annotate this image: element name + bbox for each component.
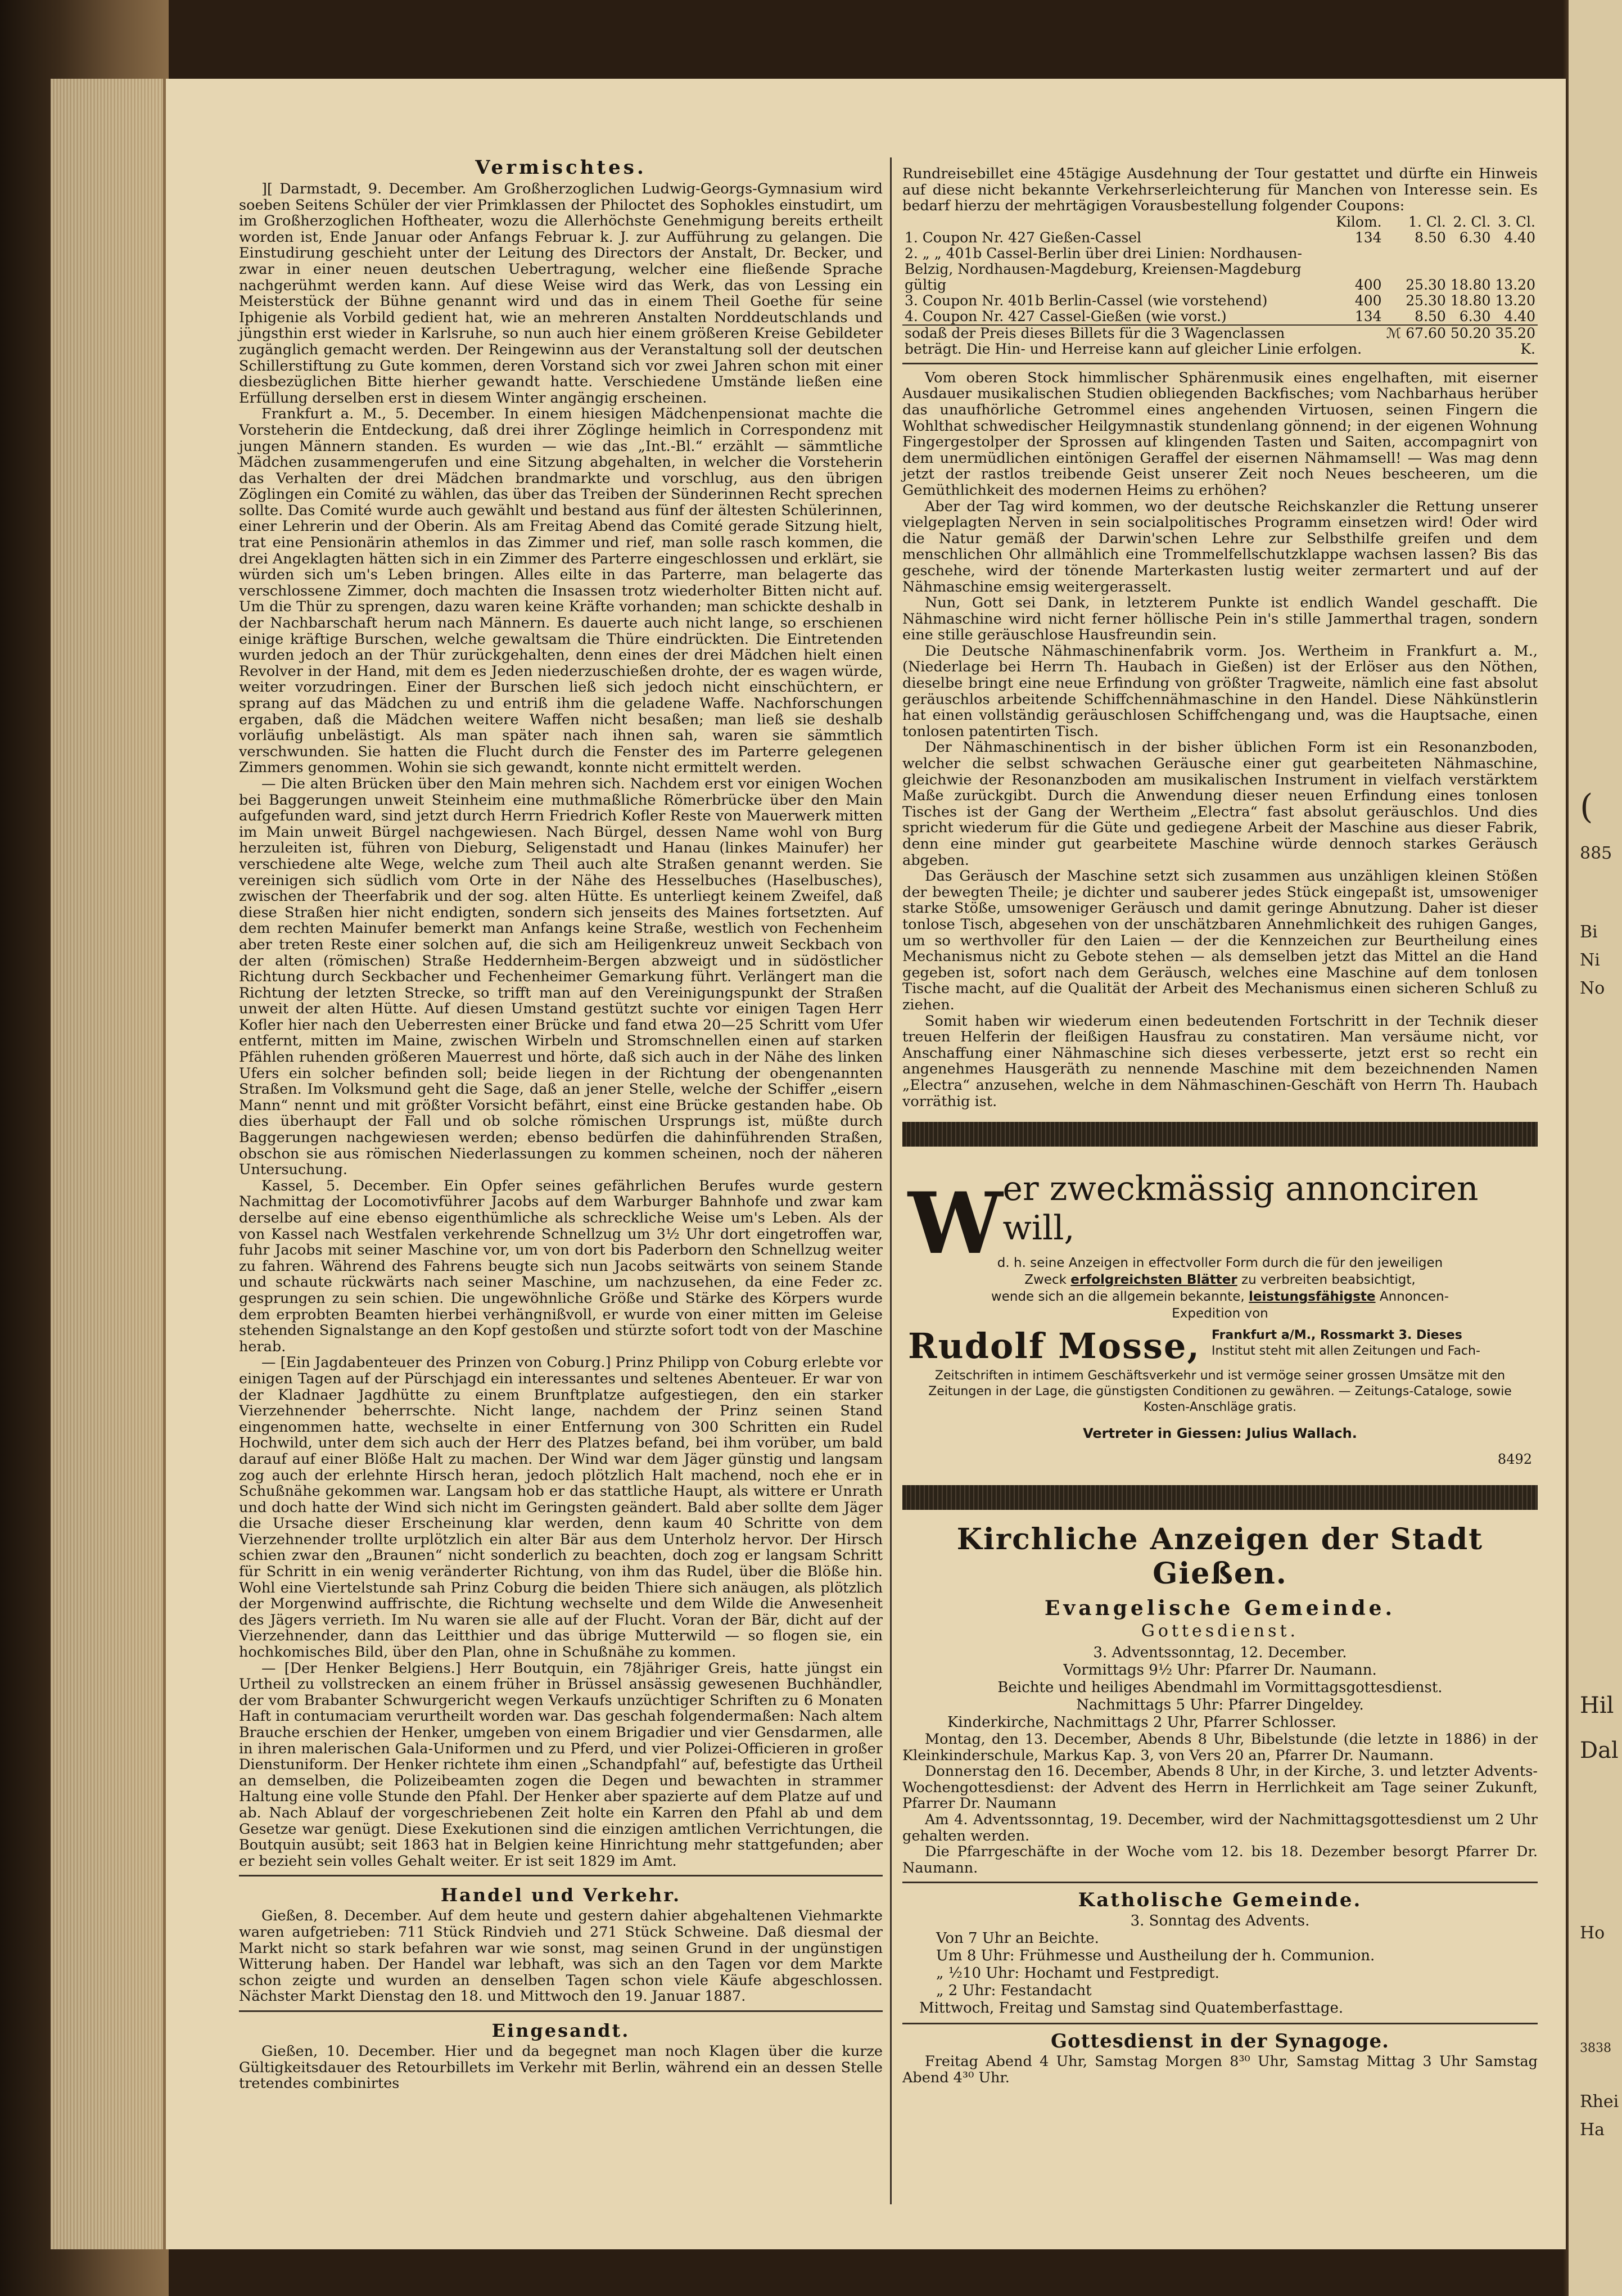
service-line: 3. Adventssonntag, 12. December. — [1093, 1644, 1347, 1662]
coupon-km: 134 — [1354, 229, 1382, 246]
service-heading: Gottesdienst. — [1141, 1621, 1299, 1641]
left-column — [239, 79, 883, 2092]
fragment-text: ( — [1580, 787, 1593, 827]
coupon-label: 1. Coupon Nr. 427 Gießen-Cassel — [905, 229, 1142, 246]
ad-line: d. h. seine Anzeigen in effectvoller Form durch die für den jeweiligen — [997, 1256, 1443, 1271]
coupon-km: 400 — [1354, 292, 1382, 309]
service-paragraph: Am 4. Adventssonntag, 19. December, wird der Nachmittagsgottesdienst um 2 Uhr gehalten werden. — [902, 1811, 1538, 1844]
section-rule — [902, 363, 1538, 364]
coupon-price: 8.50 — [1415, 308, 1446, 324]
coupon-after-row — [902, 341, 1538, 357]
section-rule — [902, 1882, 1538, 1883]
ad-border-top — [902, 1122, 1538, 1147]
coupon-price: 4.40 — [1504, 229, 1535, 246]
page-edges — [51, 79, 163, 2249]
ad-text: Annoncen- — [1379, 1289, 1449, 1305]
coupon-price: 8.50 — [1415, 229, 1446, 246]
ad-text: Institut steht mit allen Zeitungen und Fach- — [1211, 1344, 1480, 1359]
section-rule — [902, 2023, 1538, 2024]
coupon-total-label: sodaß der Preis dieses Billets für die 3 Wagenclassen — [902, 325, 1334, 341]
article-frankfurt: Frankfurt a. M., 5. December. In einem hiesigen Mädchenpensionat machte die Vorsteherin die Entdeckung, daß drei ihrer Zöglinge heimlich in Correspondenz mit jungen Männern standen. Es wurden — wie das „Int.-Bl.“ erzählt — sämmtliche Mädchen zusammengerufen und eine Sitzung abgehalten, in welcher die Vorsteherin das Verhalten der drei Mädchen brandmarkte und vorschlug, aus den übrigen Zöglingen ein Comité zu wählen, das über das Treiben der Sünderinnen Recht sprechen sollte. Das Comité wurde auch gewählt und bestand aus fünf der ältesten Schülerinnen, einer Lehrerin und der Oberin. Als am Freitag Abend das Comité gerade Sitzung hielt, trat eine Pensionärin athemlos in das Zimmer und rief, man solle rasch kommen, die drei Angeklagten hätten sich in ein Zimmer des Parterre eingeschlossen und erklärt, sie würden sich um's Leben bringen. Alles eilte in das Parterre, man belagerte das verschlossene Zimmer, doch machten die Insassen trotz wiederholter Bitten nicht auf. Um die Thür zu sprengen, dazu waren keine Kräfte vorhanden; man schickte deshalb in der Nachbarschaft herum nach Männern. Es dauerte auch nicht lange, so erschienen einige kräftige Burschen, welche gewaltsam die Thüre eindrückten. Die Eintretenden wurden jedoch an der Thür zurückgehalten, denn eines der drei Mädchen hielt einen Revolver in der Hand, mit dem es Jeden niederzuschießen drohte, der es wagen würde, weiter vorzudringen. Einer der Burschen ließ sich jedoch nicht einschüchtern, er sprang auf das Mädchen zu und entriß ihm die geladene Waffe. Nachforschungen ergaben, daß die Mädchen weitere Waffen nicht besaßen; man ließ sie deshalb vorläufig unbelästigt. Als man später nach ihnen sah, waren sie sämmtlich verschwunden. Sie hatten die Flucht durch die Fenster des im Parterre gelegenen Zimmers genommen. Wohin sie sich gewandt, konnte nicht ermittelt werden. — [239, 405, 883, 777]
fragment-text: 885 — [1580, 843, 1612, 863]
service-line: Beichte und heiliges Abendmahl im Vormittagsgottesdienst. — [997, 1679, 1443, 1697]
synagogue-title: Gottesdienst in der Synagoge. — [1050, 2030, 1389, 2053]
service-paragraph: Montag, den 13. December, Abends 8 Uhr, Bibelstunde (die letzte in 1886) in der Kleinkinderschule, Markus Kap. 3, von Vers 20 an, Pfarrer Dr. Naumann. — [902, 1731, 1538, 1764]
coupon-row — [902, 246, 1538, 293]
service-line: Nachmittags 5 Uhr: Pfarrer Dingeldey. — [1076, 1697, 1364, 1714]
fragment-text: Ho — [1580, 1923, 1605, 1943]
coupon-header: Kilom. — [1336, 213, 1382, 230]
coupon-price: 13.20 — [1495, 292, 1535, 309]
service-heading: 3. Sonntag des Advents. — [1130, 1912, 1310, 1930]
service-line: Mittwoch, Freitag und Samstag sind Quatemberfasttage. — [919, 2000, 1344, 2017]
article-naehmaschine: Nun, Gott sei Dank, in letzterem Punkte ist endlich Wandel geschafft. Die Nähmaschine wird nicht ferner höllische Pein in's stille Jammerthal tragen, sondern eine stille geräuschlose Hausfreundin sein. — [902, 594, 1538, 644]
article-eingesandt: Gießen, 10. December. Hier und da begegnet man noch Klagen über die kurze Gültigkeitsdauer des Retourbillets im Verkehr mit Berlin, während ein an dessen Stelle tretendes combinirtes — [239, 2042, 883, 2092]
ad-line — [908, 1288, 1532, 1305]
coupon-label: 3. Coupon Nr. 401b Berlin-Cassel (wie vorstehend) — [905, 292, 1268, 309]
article-coburg-hunt: — [Ein Jagdabenteuer des Prinzen von Coburg.] Prinz Philipp von Coburg erlebte vor einigen Tagen auf der Pürschjagd ein interessantes und seltenes Abenteuer. Er war von der Kladnaer Jagdhütte zu einem Brunftplatze aufgestiegen, den ein starker Vierzehnender beherrschte. Nicht lange, nachdem der Prinz seinen Stand eingenommen hatte, wechselte in einer Entfernung von 300 Schritten ein Rudel Hochwild, unter dem sich auch der Herr des Platzes befand, bei ihm vorüber, um bald darauf auf einer Blöße Halt zu machen. Der Wind war dem Jäger günstig und langsam zog auch der erlehnte Hirsch heran, jedoch plötzlich Halt machend, noch ehe er in Schußnähe gekommen war. Langsam hob er das stattliche Haupt, als wittere er Unrath und doch hatte der Wind sich nicht im Geringsten geändert. Bald aber sollte dem Jäger die Ursache dieser Erscheinung klar werden, denn kaum 40 Schritte von dem Vierzehnender trollte urplötzlich ein alter Bär aus dem Unterholz hervor. Der Hirsch schien zwar den „Braunen“ nicht sonderlich zu beachten, doch zog er langsam Schritt für Schritt in ein wenig veränderter Richtung, von ihm das Rudel, über die Blöße hin. Wohl eine Viertelstunde sah Prinz Coburg die beiden Thiere sich anäugen, als plötzlich der Morgenwind auffrischte, die Richtung wechselte und dem Wilde die Anwesenheit des Jägers verrieth. Im Nu waren sie alle auf der Flucht. Voran der Bär, dicht auf der Vierzehnender, dann das Leitthier und das übrige Mutterwild — so flogen sie, ein hochkomisches Bild, über den Plan, ohne in Schußnähe zu kommen. — [239, 1354, 883, 1661]
coupon-label: 4. Coupon Nr. 427 Cassel-Gießen (wie vorst.) — [905, 308, 1227, 324]
ad-emphasis: leistungsfähigste — [1249, 1289, 1376, 1305]
article-viehmarkt: Gießen, 8. December. Auf dem heute und gestern dahier abgehaltenen Viehmarkte waren aufgetrieben: 711 Stück Rindvieh und 271 Stück Schweine. Daß diesmal der Markt nicht so stark befahren war wie sonst, mag seinen Grund in der ungünstigen Witterung haben. Der Handel war lebhaft, was sich an den Tagen vor dem Markte schon zeigte und wurden an denselben Tagen schon viele Käufe abgeschlossen. Nächster Markt Dienstag den 18. und Mittwoch den 19. Januar 1887. — [239, 1907, 883, 2005]
section-title-vermischtes: Vermischtes. — [475, 156, 647, 179]
article-naehmaschine: Das Geräusch der Maschine setzt sich zusammen aus unzähligen kleinen Stößen der bewegten Theile; je dichter und sauberer jedes Stück eingepaßt ist, umsoweniger starke Stöße, umsoweniger Geräusch und damit geringe Abnutzung. Daher ist dieser tonlose Tisch, abgesehen von der unschätzbaren Annehmlichkeit des ruhigen Ganges, um so werthvoller für den Laien — der die Kennzeichen zur Beurtheilung eines Mechanismus nicht zu Gebote stehen — als demselben jetzt das Mittel an die Hand gegeben ist, sofort nach dem Geräusch, welches eine Maschine auf dem tonlosen Tische macht, auf die Qualität der Arbeit des Mechanismus einen sicheren Schluß zu ziehen. — [902, 868, 1538, 1013]
ad-address-block — [1212, 1328, 1480, 1359]
fragment-text: No — [1580, 978, 1605, 998]
coupon-price: 4.40 — [1504, 308, 1535, 324]
ad-mosse-row — [908, 1325, 1532, 1367]
coupon-table — [902, 214, 1538, 357]
coupon-km: 400 — [1354, 276, 1382, 293]
coupon-row — [902, 293, 1538, 309]
ad-line: Expedition von — [1172, 1306, 1268, 1321]
coupon-km: 134 — [1354, 308, 1382, 324]
article-kassel: Kassel, 5. December. Ein Opfer seines gefährlichen Berufes wurde gestern Nachmittag der Locomotivführer Jacobs auf dem Warburger Bahnhofe und zwar kam derselbe auf eine ebenso eigenthümliche als schreckliche Weise um's Leben. Als der von Kassel nach Westfalen verkehrende Schnellzug um 3½ Uhr dort eingetroffen war, fuhr Jacobs mit seiner Maschine vor, um von dort bis Paderborn den Schnellzug weiter zu fahren. Während des Fahrens beugte sich nun Jacobs seitwärts von seinem Stande und schaute rückwärts nach seiner Maschine, um nachzusehen, da eine Feder zc. gesprungen zu sein schien. Die ungewöhnliche Größe und Stärke des Körpers wurde dem erprobten Beamten hierbei verhängnißvoll, er wurde von einer mitten im Geleise stehenden Signalstange an den Kopf gestoßen und stürzte sofort todt von der Maschine herab. — [239, 1177, 883, 1355]
article-naehmaschine: Somit haben wir wiederum einen bedeutenden Fortschritt in der Technik dieser treuen Helferin der fleißigen Hausfrau zu constatiren. Man versäume nicht, vor Anschaffung einer Nähmaschine sich dieses verbesserte, jetzt erst so recht ein angenehmes Hausgeräth zu nennende Maschine mit dem bezeichnenden Namen „Electra“ anzusehen, welche in dem Nähmaschinen-Geschäft von Herrn Th. Haubach vorräthig ist. — [902, 1012, 1538, 1110]
article-naehmaschine: Vom oberen Stock himmlischer Sphärenmusik eines engelhaften, mit eiserner Ausdauer musikalischen Studien obliegenden Backfisches; vom Nachbarhaus herüber das unaufhörliche Getrommel eines angehenden Virtuosen, seinen Fingern die Wohlthat schwedischer Heilgymnastik stundenlang gönnend; in der eigenen Wohnung Fingergestolper der Sprossen auf klingenden Tasten und Saiten, accompagnirt von dem unermüdlichen eintönigen Geraffel der eisernen Nähmamsell! — Was mag denn jetzt der rastlos treibende Geist unserer Zeit noch Neues bescheeren, um die Gemüthlichkeit des modernen Heims zu erhöhen? — [902, 369, 1538, 499]
coupon-price: 18.80 — [1450, 276, 1491, 293]
coupon-total-row — [902, 325, 1538, 341]
fragment-text: 3838 — [1580, 2041, 1611, 2055]
service-paragraph: Donnerstag den 16. December, Abends 8 Uhr, in der Kirche, 3. und letzter Advents-Wochengottesdienst: der Advent des Herrn in Herrlichkeit am Tage seiner Zukunft, Pfarrer Dr. Naumann — [902, 1763, 1538, 1812]
advertisement-mosse — [902, 1159, 1538, 1473]
fragment-text: Bi — [1580, 922, 1598, 942]
catholic-parish-title: Katholische Gemeinde. — [1078, 1889, 1362, 1912]
ad-text: wende sich an die allgemein bekannte, — [991, 1289, 1245, 1305]
ad-representative: Vertreter in Giessen: Julius Wallach. — [1083, 1426, 1357, 1442]
service-line: Von 7 Uhr an Beichte. — [936, 1930, 1099, 1947]
article-naehmaschine: Der Nähmaschinentisch in der bisher üblichen Form ist ein Resonanzboden, welcher die selbst schwachen Geräusche einer gut gearbeiteten Nähmaschine, gleichwie der Resonanzboden am musikalischen Instrument in vielfach verstärktem Maße zurückgibt. Durch die Anwendung dieser neuen Erfindung eines tonlosen Tisches ist der Gang der Wertheim „Electra“ fast absolut geräuschlos. Und dies spricht wiederum für die Güte und gediegene Arbeit der Maschine aus dieser Fabrik, denn eine minder gut gearbeitete Maschine würde dennoch starkes Geräusch abgeben. — [902, 739, 1538, 869]
ad-initial: W — [908, 1174, 1003, 1274]
ad-company-name: Rudolf Mosse, — [908, 1325, 1200, 1367]
article-naehmaschine: Die Deutsche Nähmaschinenfabrik vorm. Jos. Wertheim in Frankfurt a. M., (Niederlage bei Herrn Th. Haubach in Gießen) ist der Erlöser aus den Nöthen, dieselbe bringt eine neue Erfindung von größter Tragweite, nämlich eine fast absolut geräuschlos arbeitende Schiffchennähmaschine in den Handel. Diese Nähkünstlerin hat einen vollständig geräuschlosen Schiffchengang und, was die Hauptsache, einen tonlosen patentirten Tisch. — [902, 642, 1538, 740]
article-darmstadt: ][ Darmstadt, 9. December. Am Großherzoglichen Ludwig-Georgs-Gymnasium wird soeben Seitens Schüler der vier Primklassen der Philoctet des Sophokles einstudirt, um im Großherzoglichen Hoftheater, wozu die Allerhöchste Genehmigung bereits ertheilt worden ist, Ende Januar oder Anfangs Februar k. J. zur Aufführung zu gelangen. Die Einstudirung geschieht unter der Leitung des Directors der Anstalt, Dr. Becker, und zwar in einer neuen deutschen Uebertragung, welcher eine fließende Sprache nachgerühmt werden kann. Auf diese Weise wird das Werk, das von Lessing ein Meisterstück der Bühne genannt wird und das in einem Theil Goethe für seine Iphigenie als Vorbild gedient hat, wie an mehreren Anstalten Norddeutschlands und jüngsthin erst wieder in Karlsruhe, so nun auch hier einem größeren Kreise Gebildeter zugänglich gemacht werden. Der Reingewinn aus der Veranstaltung soll der deutschen Schillerstiftung zu Gute kommen, deren Vorstand sich vor zwei Jahren schon mit einer diesbezüglichen Bitte hierher gewandt hatte. Verschiedene Umstände ließen eine Erfüllung derselben erst in diesem Winter angängig erscheinen. — [239, 181, 883, 407]
section-rule — [239, 2010, 883, 2012]
coupon-after-text: beträgt. Die Hin- und Herreise kann auf gleicher Linie erfolgen. — [905, 340, 1362, 357]
article-main-bridges: — Die alten Brücken über den Main mehren sich. Nachdem erst vor einigen Wochen bei Baggerungen unweit Steinheim eine muthmaßliche Römerbrücke über den Main aufgefunden ward, sind jetzt durch Herrn Friedrich Kofler Reste von Mauerwerk mitten im Main unweit Bürgel nachgewiesen. Nach Bürgel, dessen Name wohl von Burg herzuleiten ist, führen von Dieburg, Seligenstadt und Hanau (linkes Mainufer) her verschiedene alte Wege, welche zum Theil auch alte Straßen genannt werden. Sie vereinigen sich südlich vom Orte in der Nähe des Hesselbuches (Haselbusches), zwischen der Theerfabrik und der sog. alten Hütte. Es unterliegt keinem Zweifel, daß diese Straßen hier nicht endigten, sondern sich jenseits des Maines fortsetzten. Auf dem rechten Mainufer bemerkt man Anfangs keine Straße, westlich von Fechenheim aber treten Reste einer solchen auf, die sich am Heiligenkreuz unweit Seckbach von der alten (römischen) Straße Heddernheim-Bergen abzweigt und in südöstlicher Richtung durch Seckbacher und Fechenheimer Gemarkung führt. Verlängert man die Richtung der letzten Strecke, so trifft man auf den Vereinigungspunkt der Straßen unweit der alten Hütte. Auf diesen Umstand gestützt suchte vor einigen Tagen Herr Kofler hier nach den Ueberresten einer Brücke und fand etwa 20—25 Schritt vom Ufer entfernt, mitten im Maine, zwischen Wirbeln und Stromschnellen einen auf starken Pfählen ruhenden größeren Mauerrest und hörte, daß sich auch in der Nähe des linken Ufers ein solcher befinden soll; beide liegen in der Richtung der obengenannten Straßen. Im Volksmund geht die Sage, daß an jener Stelle, welche der Schiffer „eisern Mann“ nennt und mit größter Vorsicht befährt, einst eine Brücke gestanden habe. Ob dies überhaupt der Fall und ob solche römischen Ursprungs ist, müßte durch Baggerungen nachgewiesen werden; ebenso bedürfen die dahinführenden Straßen, obschon sie aus römischen Niederlassungen zu kommen scheinen, noch der näheren Untersuchung. — [239, 775, 883, 1179]
ad-text: Zweck — [1024, 1273, 1067, 1288]
service-line: Um 8 Uhr: Frühmesse und Austheilung der h. Communion. — [936, 1947, 1375, 1965]
ad-body: Zeitschriften in intimem Geschäftsverkehr und ist vermöge seiner grossen Umsätze mit den Zeitungen in der Lage, die günstigsten Conditionen zu gewähren. — Zeitungs-Cataloge, sowie Kosten-Anschläge gratis. — [928, 1369, 1512, 1415]
coupon-header: 3. Cl. — [1498, 213, 1535, 230]
coupon-header-row — [902, 214, 1538, 230]
service-line: „ 2 Uhr: Festandacht — [936, 1982, 1092, 2000]
coupon-row — [902, 230, 1538, 246]
ad-line — [908, 1271, 1532, 1288]
coupon-price: 25.30 — [1406, 292, 1446, 309]
ad-number: 8492 — [1497, 1451, 1532, 1468]
service-line: Kinderkirche, Nachmittags 2 Uhr, Pfarrer Schlosser. — [947, 1714, 1336, 1731]
column-divider — [890, 157, 892, 2204]
article-rundreise: Rundreisebillet eine 45tägige Ausdehnung der Tour gestattet und dürfte ein Hinweis auf diese nicht bekannte Verkehrserleichterung für Manchen von Interesse sein. Es bedarf hierzu der mehrtägigen Vorausbestellung folgender Coupons: — [902, 165, 1538, 215]
coupon-total-price: 50.20 — [1448, 325, 1493, 341]
coupon-header: 2. Cl. — [1453, 213, 1491, 230]
coupon-price: 25.30 — [1406, 276, 1446, 293]
section-rule — [239, 1875, 883, 1877]
article-henker-belgiens: — [Der Henker Belgiens.] Herr Boutquin, ein 78jähriger Greis, hatte jüngst ein Urtheil zu vollstrecken an einem früher in Brüssel ansässig gewesenen Buchhändler, der vom Brabanter Schwurgericht wegen Verkaufs unzüchtiger Schriften zu 6 Monaten Haft in contumaciam verurtheilt worden war. Das geschah folgendermaßen: Nach altem Brauche erschien der Henker, umgeben von einem Brigadier und vier Gensdarmen, alle in ihren malerischen Gala-Uniformen und zu Pferd, und vier Polizei-Officieren in großer Dienstuniform. Der Henker richtete ihm einen „Schandpfahl“ auf, befestigte das Urtheil an demselben, die Polizeibeamten zogen die Degen und bewachten in strammer Haltung eine volle Stunde den Pfahl. Der Henker aber spazierte auf dem Platze auf und ab. Nach Ablauf der vorgeschriebenen Zeit holte ein Karren den Pfahl ab und dem Gesetze war genügt. Diese Exekutionen sind die einzigen amtlichen Verrichtungen, die Boutquin ausübt; seit 1863 hat in Belgien keine Hinrichtung mehr stattgefunden; aber er bezieht sein volles Gehalt weiter. Er ist seit 1829 im Amt. — [239, 1659, 883, 1870]
coupon-total-price: 35.20 — [1493, 325, 1538, 341]
service-line: Vormittags 9½ Uhr: Pfarrer Dr. Naumann. — [1063, 1662, 1377, 1679]
coupon-row — [902, 309, 1538, 325]
coupon-header: 1. Cl. — [1408, 213, 1446, 230]
service-paragraph: Die Pfarrgeschäfte in der Woche vom 12. bis 18. Dezember besorgt Pfarrer Dr. Naumann. — [902, 1843, 1538, 1877]
fragment-text: Hil — [1580, 1693, 1614, 1718]
fragment-text: Ha — [1580, 2120, 1605, 2140]
coupon-label: 2. „ „ 401b Cassel-Berlin über drei Linien: Nordhausen-Belzig, Nordhausen-Magdeburg, Kreiensen-Magdeburg gültig — [905, 245, 1302, 293]
article-naehmaschine: Aber der Tag wird kommen, wo der deutsche Reichskanzler die Rettung unserer vielgeplagten Nerven in sein socialpolitisches Programm einsetzen wird! Oder wird die Natur gemäß der Darwin'schen Lehre zur Selbsthilfe greifen und dem menschlichen Ohr allmählich eine Trommelfellschutzklappe wachsen lassen? Bis das geschehe, wird der tönende Marterkasten lustig weiter zermartert und auf der Nähmaschine emsig weitergerasselt. — [902, 498, 1538, 596]
author-sign: K. — [1520, 340, 1535, 357]
section-title-handel: Handel und Verkehr. — [440, 1884, 681, 1906]
protestant-parish-title: Evangelische Gemeinde. — [1044, 1596, 1396, 1621]
adjacent-page-fragment — [1569, 0, 1622, 2296]
synagogue-times: Freitag Abend 4 Uhr, Samstag Morgen 8³⁰ Uhr, Samstag Mittag 3 Uhr Samstag Abend 4³⁰ Uhr. — [902, 2053, 1538, 2087]
right-column — [902, 79, 1538, 2086]
coupon-total-price: ℳ 67.60 — [1384, 325, 1448, 341]
coupon-price: 18.80 — [1450, 292, 1491, 309]
coupon-price: 6.30 — [1459, 229, 1491, 246]
ad-headline-text: er zweckmässig annonciren will, — [1002, 1169, 1479, 1248]
fragment-text: Ni — [1580, 950, 1600, 970]
coupon-price: 13.20 — [1495, 276, 1535, 293]
church-announcements-title: Kirchliche Anzeigen der Stadt Gießen. — [956, 1522, 1484, 1591]
fragment-text: Rhei — [1580, 2092, 1619, 2112]
coupon-price: 6.30 — [1459, 308, 1491, 324]
ad-text: zu verbreiten beabsichtigt, — [1241, 1273, 1416, 1288]
ad-address: Frankfurt a/M., Rossmarkt 3. Dieses — [1211, 1328, 1462, 1343]
ad-emphasis: erfolgreichsten Blätter — [1070, 1273, 1237, 1288]
fragment-text: Dal — [1580, 1738, 1619, 1763]
ad-border-bottom — [902, 1485, 1538, 1510]
service-line: „ ½10 Uhr: Hochamt und Festpredigt. — [936, 1965, 1219, 1982]
section-title-eingesandt: Eingesandt. — [491, 2019, 630, 2041]
